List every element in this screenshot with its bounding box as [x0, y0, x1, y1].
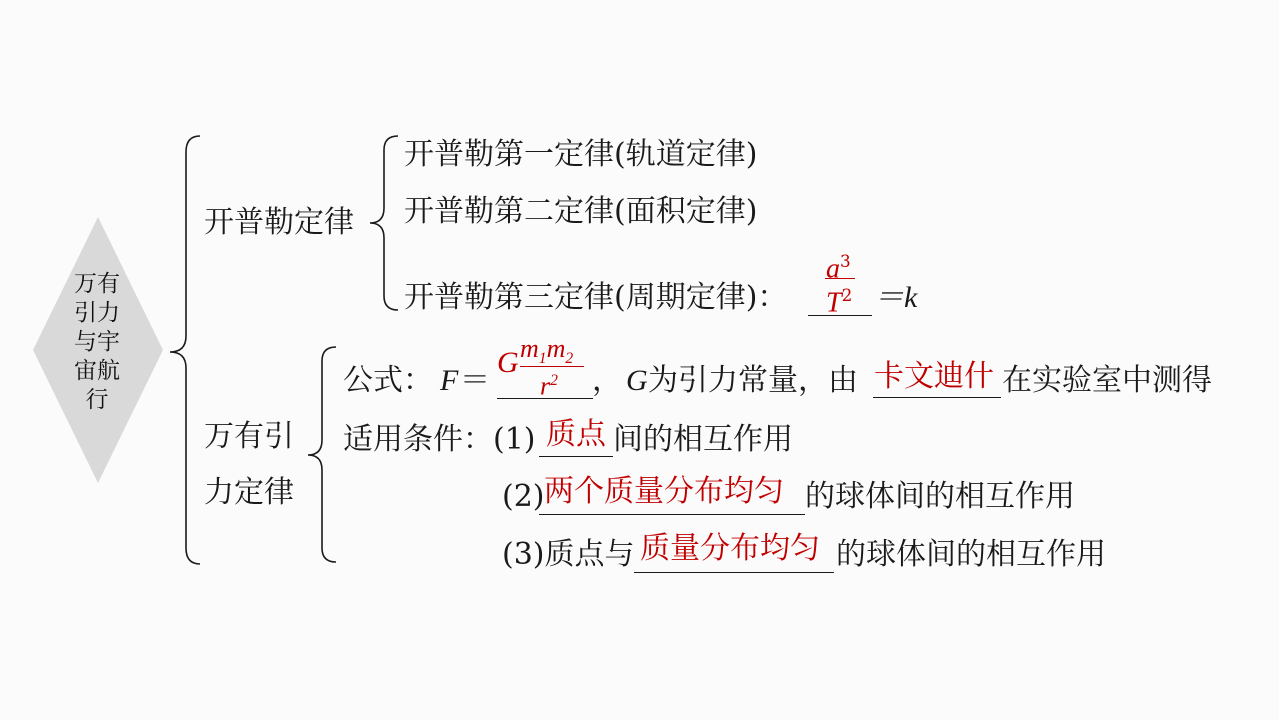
formula-numerator: $m_1m_2$ — [520, 334, 574, 368]
formula-end: 在实验室中测得 — [1002, 363, 1212, 398]
formula-denominator: $r^2$ — [540, 371, 558, 401]
formula-G: G — [497, 346, 519, 379]
gravitation-title-line1: 万有引 — [204, 419, 294, 454]
formula-F: F — [440, 364, 459, 397]
condition-3-rest: 的球体间的相互作用 — [836, 537, 1106, 572]
condition-label: 适用条件：(1) — [343, 422, 536, 457]
kepler-law-1: 开普勒第一定律(轨道定律) — [404, 137, 758, 172]
kepler-formula-denominator: $T^2$ — [826, 285, 853, 319]
condition-2-blank-line — [539, 514, 805, 515]
kepler-law-3: 开普勒第三定律(周期定律)： — [404, 280, 788, 315]
condition-3-answer: 质量分布均匀 — [640, 531, 820, 566]
kepler-law-2: 开普勒第二定律(面积定律) — [404, 194, 758, 229]
condition-1-rest: 间的相互作用 — [613, 422, 793, 457]
condition-2-answer: 两个质量分布均匀 — [544, 474, 784, 509]
formula-blank-line — [497, 398, 593, 399]
condition-2-rest: 的球体间的相互作用 — [805, 479, 1075, 514]
formula-description: 为引力常量，由 — [648, 363, 858, 398]
kepler-blank-line — [808, 315, 872, 316]
formula-label: 公式： — [343, 363, 433, 398]
kepler-fraction-bar — [825, 278, 855, 279]
root-brace — [170, 136, 200, 564]
kepler-title: 开普勒定律 — [204, 205, 354, 240]
formula-comma: ， — [592, 363, 622, 398]
scientist-answer: 卡文迪什 — [874, 359, 994, 394]
condition-3-blank-line — [634, 572, 834, 573]
condition-1-blank-line — [539, 456, 613, 457]
condition-1-answer: 质点 — [546, 417, 606, 452]
root-label: 万有引力与宇宙航行 — [74, 271, 120, 413]
kepler-formula-rhs: ＝k — [874, 281, 918, 314]
gravitation-brace — [308, 347, 336, 562]
kepler-formula-numerator: $a^3$ — [826, 251, 851, 285]
scientist-blank-line — [873, 397, 1001, 398]
kepler-brace — [370, 136, 398, 310]
formula-equals: ＝ — [460, 363, 490, 398]
condition-3-prefix: (3)质点与 — [502, 537, 635, 572]
condition-2-prefix: (2) — [502, 479, 545, 514]
gravitation-title-line2: 力定律 — [204, 475, 294, 510]
formula-G-text: G — [626, 364, 648, 397]
